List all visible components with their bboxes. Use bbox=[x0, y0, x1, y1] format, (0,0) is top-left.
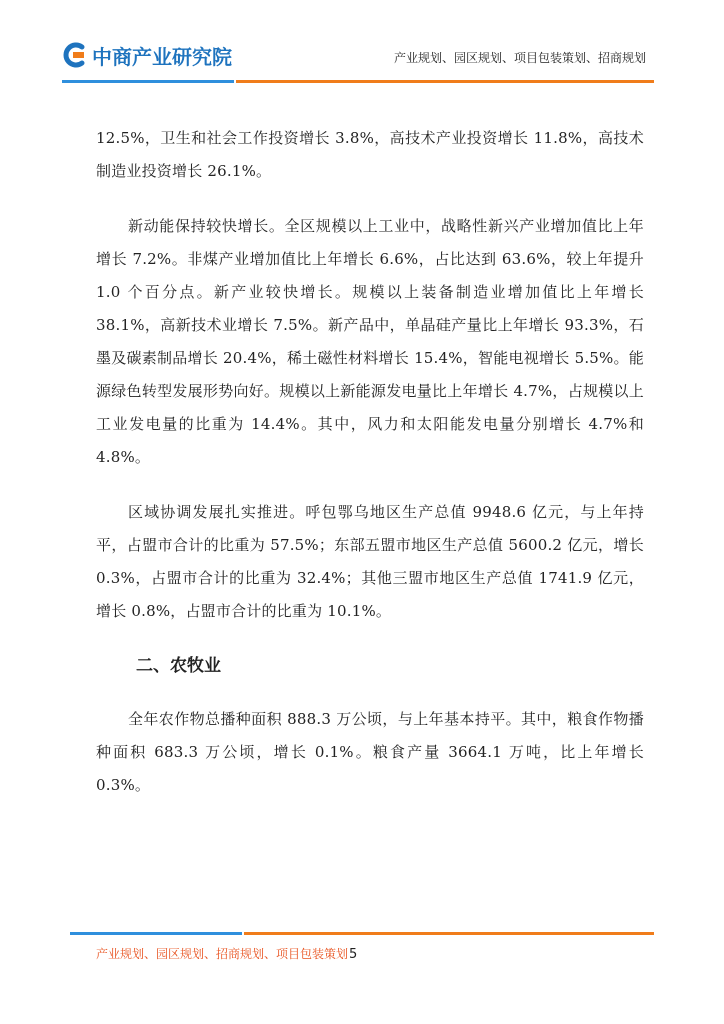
footer-services-text: 产业规划、园区规划、招商规划、项目包装策划 bbox=[96, 947, 349, 961]
header-divider-blue bbox=[62, 80, 234, 83]
header-divider-orange bbox=[236, 80, 654, 83]
logo-c-icon bbox=[62, 42, 88, 68]
paragraph-investment: 12.5%，卫生和社会工作投资增长 3.8%，高技术产业投资增长 11.8%，高技术制造业投资增长 26.1%。 bbox=[96, 129, 644, 180]
section-heading: 二、农牧业 bbox=[136, 656, 221, 676]
logo-text: 中商产业研究院 bbox=[92, 44, 232, 69]
footer bbox=[96, 945, 357, 962]
paragraph-regional: 区域协调发展扎实推进。呼包鄂乌地区生产总值 9948.6 亿元，与上年持平，占盟市合计的比重为 57.5%；东部五盟市地区生产总值 5600.2 亿元，增长 0.3%，占盟市合计的比重为 32.4%；其他三盟市地区生产总值 1741.9 亿元，增长 0.8%，占盟市合计的比重为 10.1%。 bbox=[96, 503, 644, 620]
company-logo bbox=[62, 41, 232, 69]
footer-divider-orange bbox=[244, 932, 654, 935]
footer-divider-blue bbox=[70, 932, 242, 935]
header-tagline: 产业规划、园区规划、项目包装策划、招商规划 bbox=[393, 51, 646, 65]
document-body bbox=[96, 122, 644, 824]
page-number: 5 bbox=[349, 947, 358, 962]
paragraph-agriculture: 全年农作物总播种面积 888.3 万公顷，与上年基本持平。其中，粮食作物播种面积 683.3 万公顷，增长 0.1%。粮食产量 3664.1 万吨，比上年增长 0.3%。 bbox=[96, 710, 644, 794]
paragraph-new-momentum: 新动能保持较快增长。全区规模以上工业中，战略性新兴产业增加值比上年增长 7.2%。非煤产业增加值比上年增长 6.6%，占比达到 63.6%，较上年提升 1.0 个百分点。新产业较快增长。规模以上装备制造业增加值比上年增长 38.1%，高新技术业增长 7.5%。新产品中，单晶硅产量比上年增长 93.3%，石墨及碳素制品增长 20.4%，稀土磁性材料增长 15.4%，智能电视增长 5.5%。能源绿色转型发展形势向好。规模以上新能源发电量比上年增长 4.7%，占规模以上工业发电量的比重为 14.4%。其中，风力和太阳能发电量分别增长 4.7%和 4.8%。 bbox=[96, 217, 644, 466]
